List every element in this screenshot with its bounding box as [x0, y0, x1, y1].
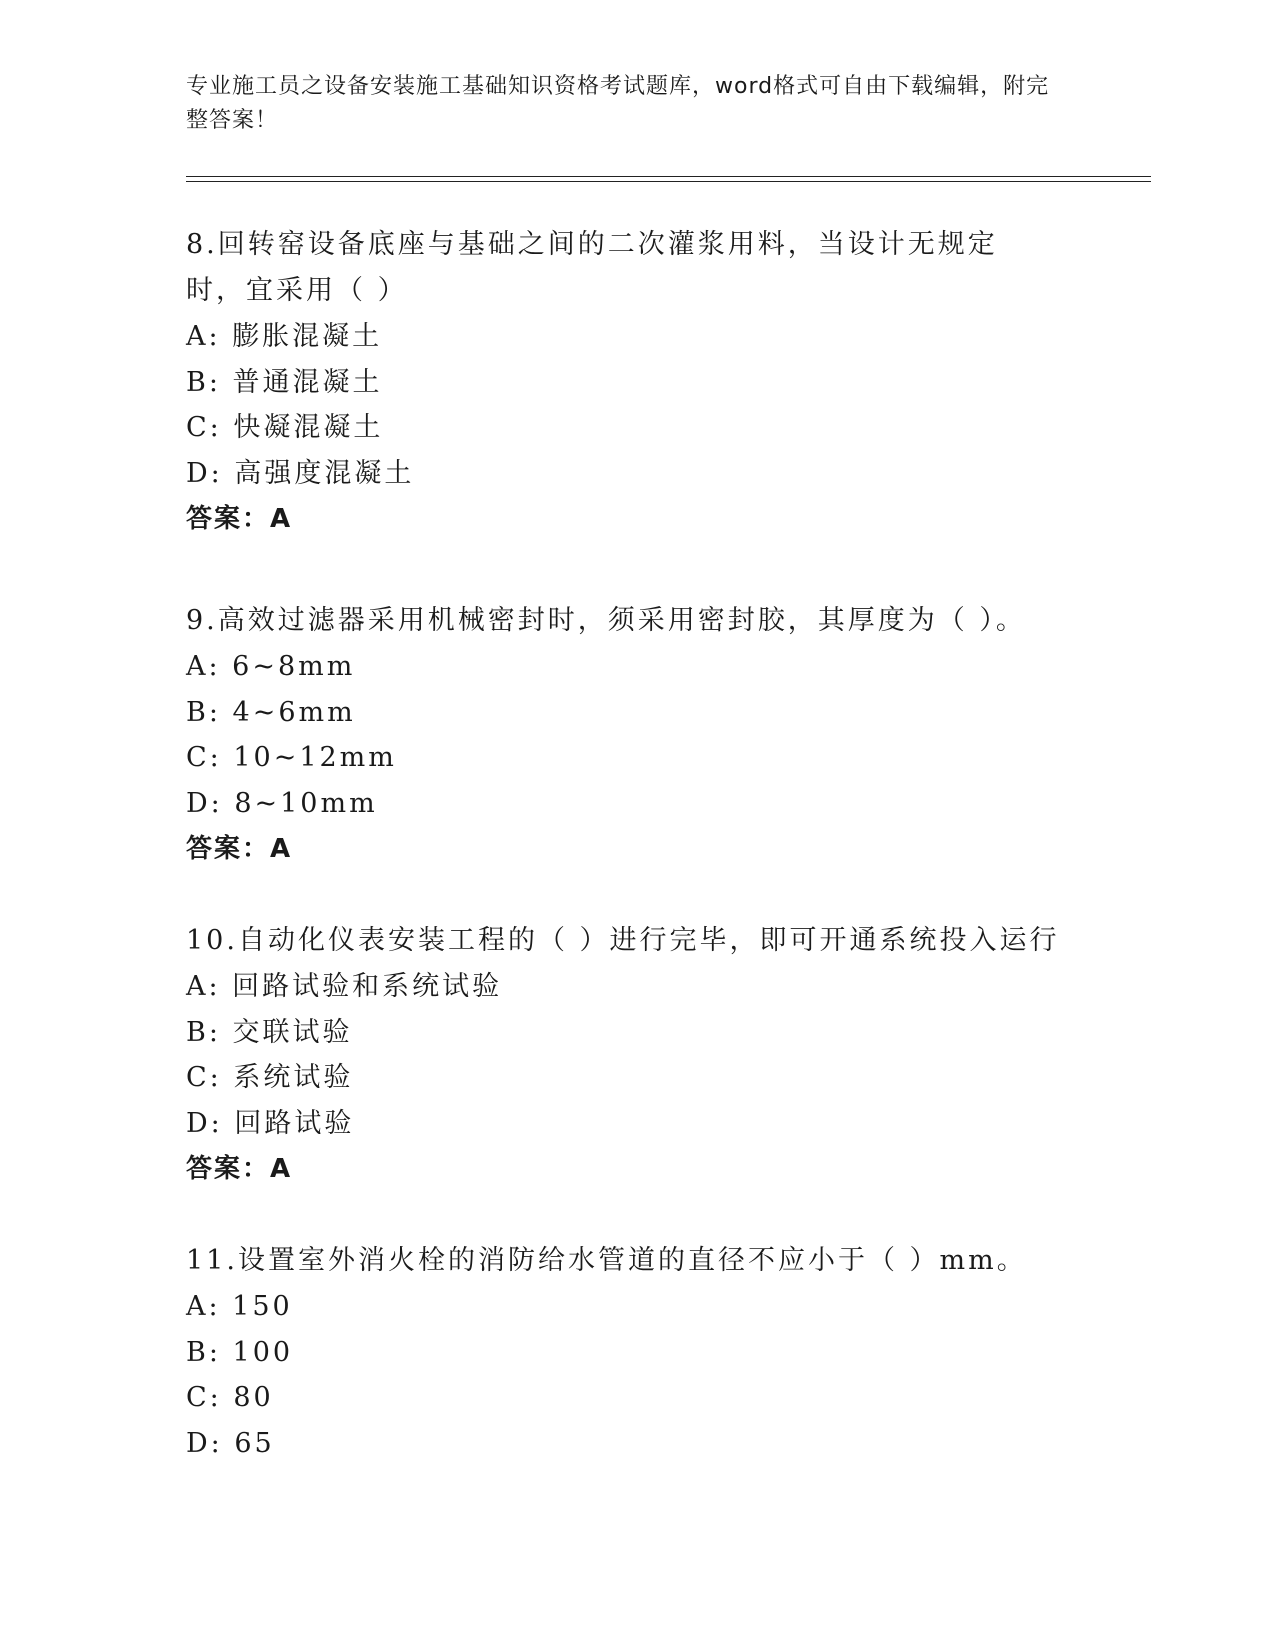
option-c: C: 系统试验: [186, 1062, 354, 1093]
option-b: B: 100: [186, 1336, 294, 1368]
document-header: 专业施工员之设备安装施工基础知识资格考试题库，word格式可自由下载编辑，附完整答案！: [186, 74, 1050, 133]
question-stem: 9.高效过滤器采用机械密封时，须采用密封胶，其厚度为（ ）。: [186, 605, 1026, 636]
option-b: B: 普通混凝土: [186, 366, 383, 398]
question-stem: 8.回转窑设备底座与基础之间的二次灌浆用料，当设计无规定时，宜采用（ ）: [186, 229, 998, 306]
option-c: C: 80: [186, 1382, 274, 1413]
option-b: B: 4~6mm: [186, 696, 356, 728]
header-divider-bottom: [186, 181, 1151, 182]
option-c: C: 快凝混凝土: [186, 412, 384, 443]
option-c: C: 10~12mm: [186, 742, 397, 773]
question-10: [186, 918, 1086, 1192]
question-9: [186, 598, 1086, 872]
option-d: D: 8~10mm: [186, 787, 378, 819]
question-8: [186, 222, 1026, 542]
question-11: [186, 1238, 1086, 1466]
question-stem: 10.自动化仪表安装工程的（ ）进行完毕，即可开通系统投入运行: [186, 925, 1060, 956]
option-a: A: 150: [186, 1291, 293, 1322]
option-b: B: 交联试验: [186, 1016, 353, 1048]
question-stem: 11.设置室外消火栓的消防给水管道的直径不应小于（ ）mm。: [186, 1245, 1027, 1276]
answer-label: 答案：A: [186, 1154, 293, 1184]
option-a: A: 6~8mm: [186, 651, 356, 682]
header-divider-top: [186, 176, 1151, 177]
option-d: D: 65: [186, 1427, 275, 1459]
answer-label: 答案：A: [186, 834, 293, 864]
option-d: D: 回路试验: [186, 1107, 355, 1139]
option-a: A: 膨胀混凝土: [186, 321, 383, 352]
option-d: D: 高强度混凝土: [186, 457, 415, 489]
option-a: A: 回路试验和系统试验: [186, 971, 503, 1002]
answer-label: 答案：A: [186, 504, 293, 534]
